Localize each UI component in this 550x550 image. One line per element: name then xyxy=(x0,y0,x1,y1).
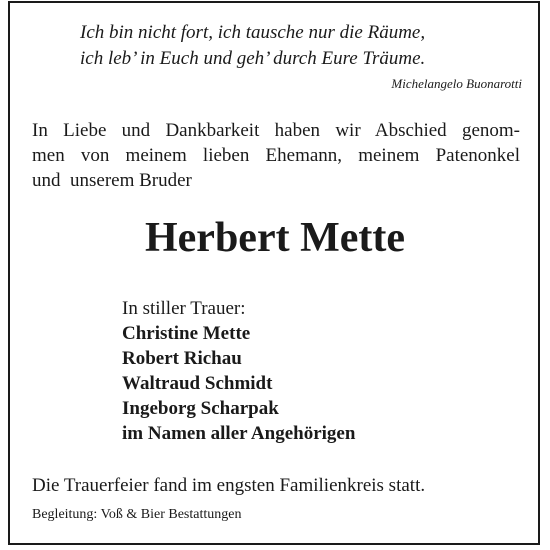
mourning-heading: In stiller Trauer: xyxy=(122,298,246,319)
mourner-name: Christine Mette xyxy=(122,323,251,344)
intro-paragraph xyxy=(32,118,520,193)
intro-line-3: und unserem Bruder xyxy=(32,170,192,191)
memorial-quote xyxy=(80,20,425,72)
mourner-name: Robert Richau xyxy=(122,348,242,369)
funeral-note: Die Trauerfeier fand im engsten Familienkreis statt. xyxy=(32,475,426,496)
mourners-block xyxy=(122,296,355,446)
intro-line-1: In Liebe und Dankbarkeit haben wir Abschied genom- xyxy=(32,120,520,141)
funeral-home-credit: Begleitung: Voß & Bier Bestattungen xyxy=(32,507,242,522)
quote-line-2: ich leb’ in Euch und geh’ durch Eure Träume. xyxy=(80,48,426,69)
intro-line-2: men von meinem lieben Ehemann, meinem Patenonkel xyxy=(32,145,520,166)
mourner-name: Ingeborg Scharpak xyxy=(122,398,279,419)
mourner-name: Waltraud Schmidt xyxy=(122,373,273,394)
quote-line-1: Ich bin nicht fort, ich tausche nur die Räume, xyxy=(80,22,426,43)
quote-author: Michelangelo Buonarotti xyxy=(391,76,522,91)
mourner-relatives: im Namen aller Angehörigen xyxy=(122,423,356,444)
deceased-name: Herbert Mette xyxy=(145,215,405,261)
